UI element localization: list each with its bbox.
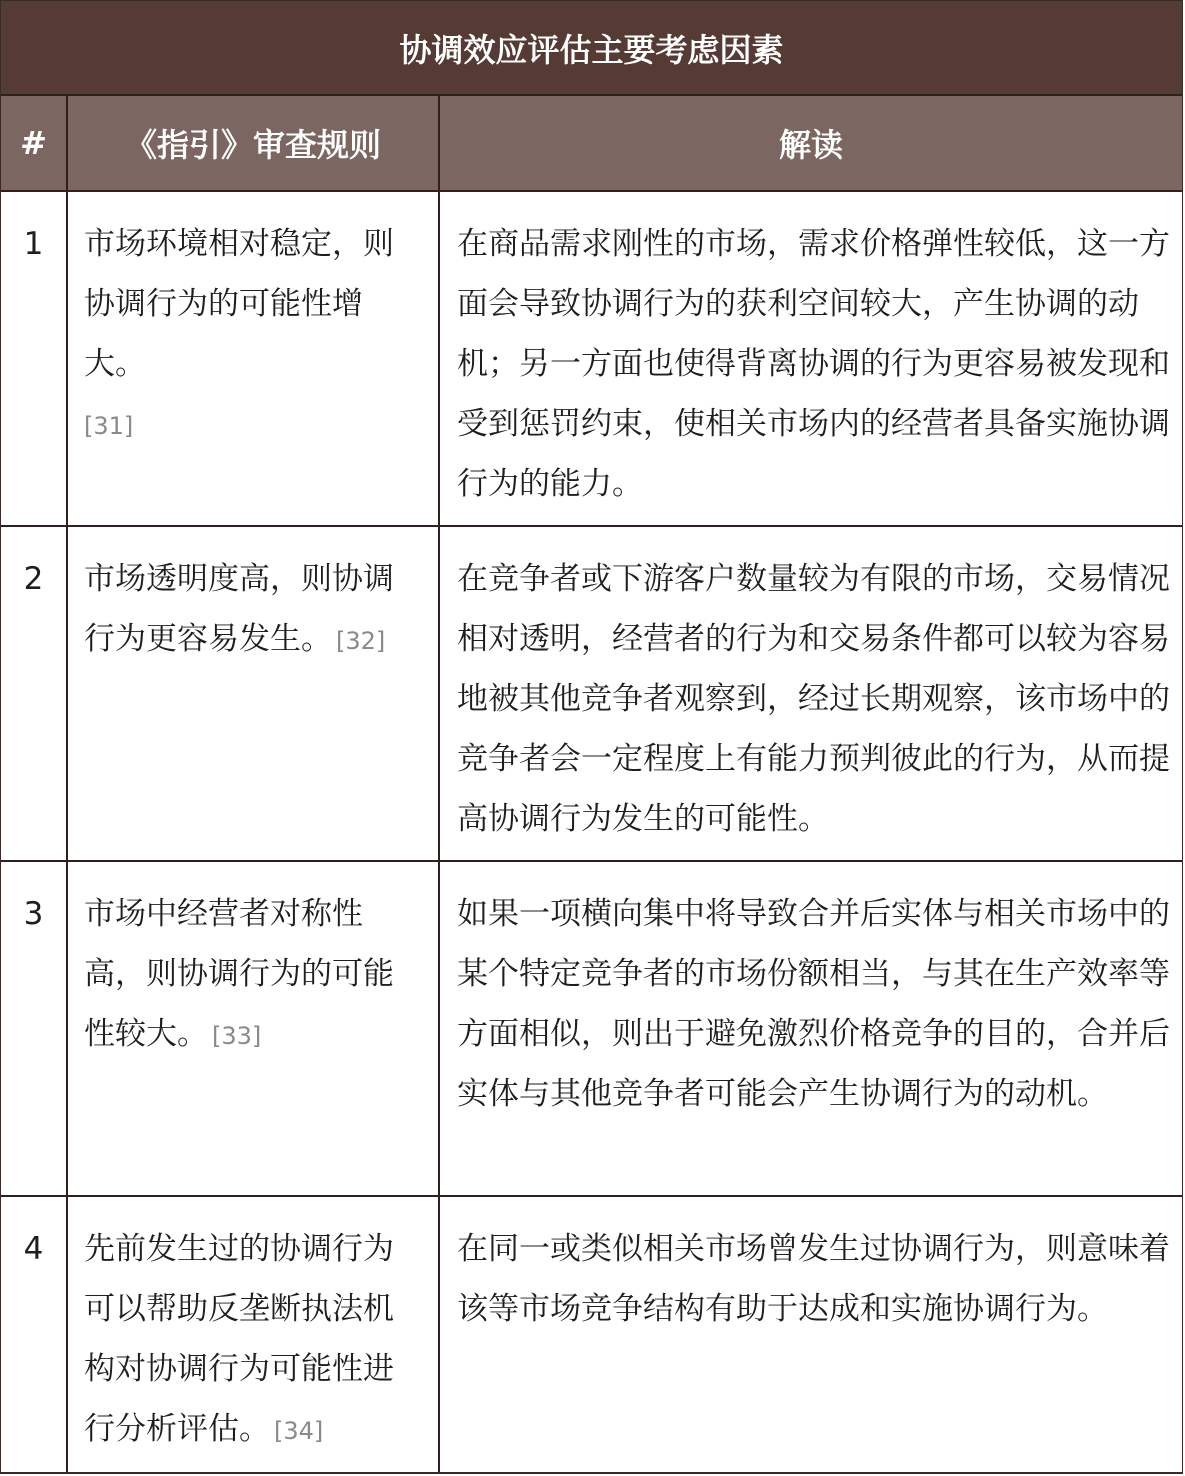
row-number: 3 [1,861,67,1196]
table-row [1,526,1182,861]
rule-cell [67,861,439,1196]
table-row [1,1196,1182,1472]
header-rule: 《指引》审查规则 [67,96,439,191]
rule-cell [67,191,439,526]
rule-text: 市场中经营者对称性高，则协调行为的可能性较大。 [84,896,394,1052]
table-title: 协调效应评估主要考虑因素 [1,0,1182,96]
footnote-ref: [31] [84,412,134,440]
header-interpretation: 解读 [439,96,1182,191]
footnote-ref: [33] [212,1022,262,1050]
interpretation-cell: 在竞争者或下游客户数量较为有限的市场，交易情况相对透明，经营者的行为和交易条件都可以较为容易地被其他竞争者观察到，经过长期观察，该市场中的竞争者会一定程度上有能力预判彼此的行为，从而提高协调行为发生的可能性。 [439,526,1182,861]
table-row [1,191,1182,526]
factors-table [1,96,1182,1472]
row-number: 2 [1,526,67,861]
rule-text: 先前发生过的协调行为可以帮助反垄断执法机构对协调行为可能性进行分析评估。 [84,1231,394,1447]
interpretation-cell: 如果一项横向集中将导致合并后实体与相关市场中的某个特定竞争者的市场份额相当，与其在生产效率等方面相似，则出于避免激烈价格竞争的目的，合并后实体与其他竞争者可能会产生协调行为的动机。 [439,861,1182,1196]
row-number: 1 [1,191,67,526]
rule-cell [67,1196,439,1472]
footnote-ref: [34] [274,1417,324,1445]
rule-cell [67,526,439,861]
interpretation-cell: 在商品需求刚性的市场，需求价格弹性较低，这一方面会导致协调行为的获利空间较大，产生协调的动机；另一方面也使得背离协调的行为更容易被发现和受到惩罚约束，使相关市场内的经营者具备实施协调行为的能力。 [439,191,1182,526]
interpretation-cell: 在同一或类似相关市场曾发生过协调行为，则意味着该等市场竞争结构有助于达成和实施协调行为。 [439,1196,1182,1472]
rule-text: 市场透明度高，则协调行为更容易发生。 [84,561,394,657]
header-row [1,96,1182,191]
rule-text: 市场环境相对稳定，则协调行为的可能性增大。 [84,226,394,382]
header-number: # [1,96,67,191]
table-row [1,861,1182,1196]
footnote-ref: [32] [336,627,386,655]
row-number: 4 [1,1196,67,1472]
